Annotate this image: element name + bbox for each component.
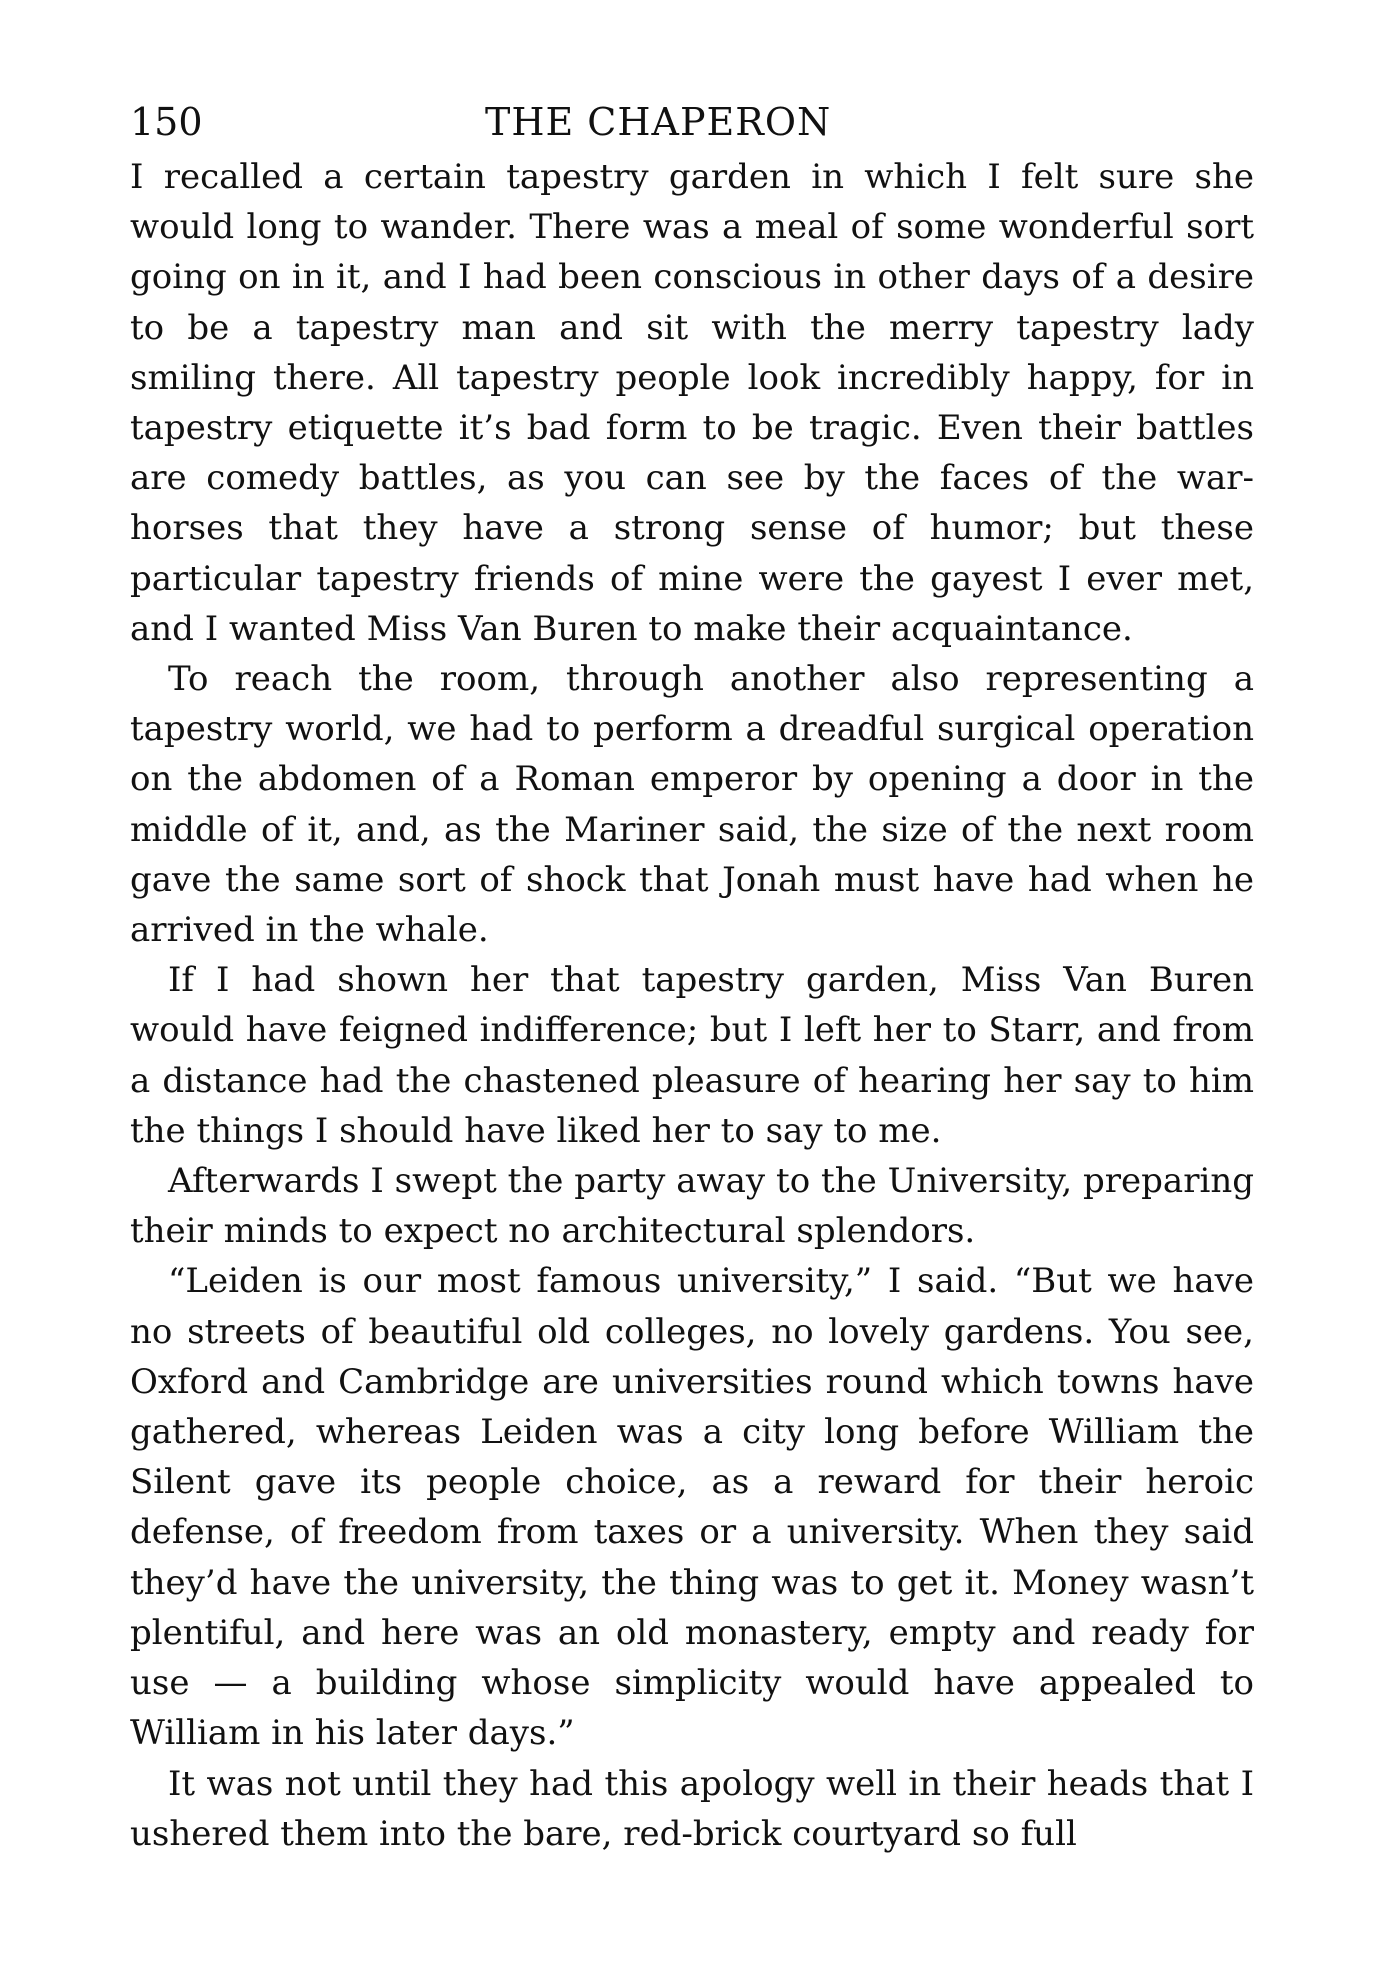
paragraph: If I had shown her that tapestry garden, Miss Van Buren would have feigned indifference; but I left her to Starr, and from a distance had the chastened pleasure of hearing her say to him the things I should have liked her to say to me. <box>130 960 1254 1151</box>
book-page <box>130 92 1254 1859</box>
body-text <box>130 152 1254 1859</box>
paragraph: To reach the room, through another also representing a tapestry world, we had to perform a dreadful surgical operation on the abdomen of a Roman emperor by opening a door in the middle of it, and, as the Mariner said, the size of the next room gave the same sort of shock that Jonah must have had when he arrived in the whale. <box>130 659 1254 951</box>
paragraph: “Leiden is our most famous university,” I said. “But we have no streets of beautiful old colleges, no lovely gardens. You see, Oxford and Cambridge are universities round which towns have gathered, whereas Leiden was a city long before William the Silent gave its people choice, as a reward for their heroic defense, of freedom from taxes or a university. When they said they’d have the university, the thing was to get it. Money wasn’t plentiful, and here was an old monastery, empty and ready for use — a building whose simplicity would have appealed to William in his later days.” <box>130 1261 1254 1754</box>
paragraph: Afterwards I swept the party away to the University, preparing their minds to expect no architectural splendors. <box>130 1161 1254 1252</box>
running-head <box>130 92 1254 152</box>
paragraph: It was not until they had this apology well in their heads that I ushered them into the bare, red-brick courtyard so full <box>130 1763 1254 1854</box>
page-number: 150 <box>130 100 203 144</box>
paragraph: I recalled a certain tapestry garden in which I felt sure she would long to wander. There was a meal of some wonderful sort going on in it, and I had been conscious in other days of a desire to be a tapestry man and sit with the merry tapestry lady smiling there. All tapestry people look incredibly happy, for in tapestry etiquette it’s bad form to be tragic. Even their battles are comedy battles, as you can see by the faces of the war-horses that they have a strong sense of humor; but these particular tapestry friends of mine were the gayest I ever met, and I wanted Miss Van Buren to make their acquaintance. <box>130 157 1254 649</box>
running-title: THE CHAPERON <box>485 100 832 144</box>
